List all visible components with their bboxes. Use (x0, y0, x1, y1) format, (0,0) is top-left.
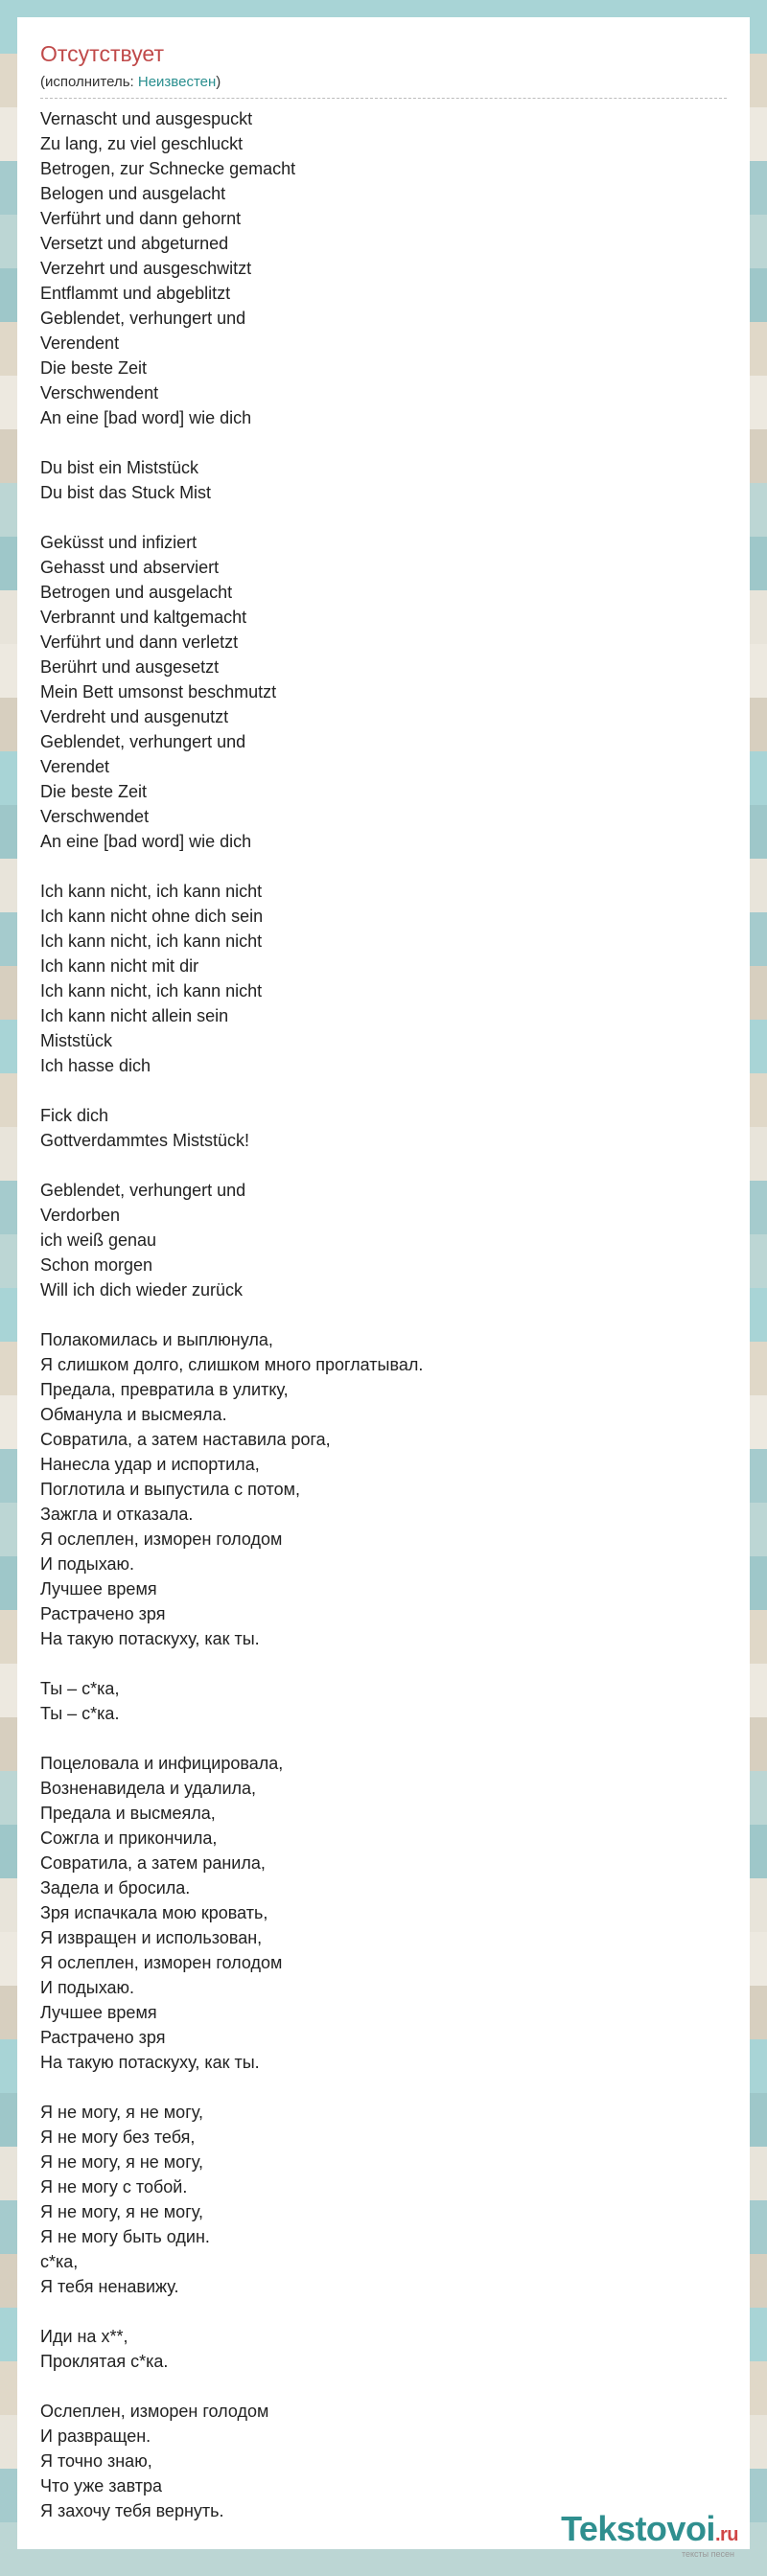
lyric-line: Возненавидела и удалила, (40, 1779, 257, 1798)
lyric-line: Betrogen, zur Schnecke gemacht (40, 159, 296, 178)
lyric-line: Что уже завтра (40, 2476, 163, 2496)
lyric-line: Сожгла и прикончила, (40, 1828, 218, 1848)
lyric-line: Geküsst und infiziert (40, 533, 198, 552)
lyric-line: Verführt und dann verletzt (40, 632, 239, 652)
lyric-line: Verführt und dann gehornt (40, 209, 242, 228)
lyric-line: Зря испачкала мою кровать, (40, 1903, 268, 1922)
lyric-line: Иди на х**, (40, 2327, 128, 2346)
logo-name: Tekstovoi (561, 2509, 715, 2548)
lyric-line: Я ослеплен, изморен голодом (40, 1953, 283, 1972)
lyric-line: Ich kann nicht, ich kann nicht (40, 882, 263, 901)
lyric-line: Ich hasse dich (40, 1056, 151, 1075)
lyric-line: На такую потаскуху, как ты. (40, 2053, 260, 2072)
lyric-line: Berührt und ausgesetzt (40, 657, 220, 677)
lyric-line: Betrogen und ausgelacht (40, 583, 233, 602)
lyric-line: Schon morgen (40, 1255, 153, 1275)
lyric-line: Geblendet, verhungert und (40, 309, 246, 328)
lyric-line: Fick dich (40, 1106, 109, 1125)
lyric-line: Предала и высмеяла, (40, 1804, 216, 1823)
lyric-line: Vernascht und ausgespuckt (40, 109, 253, 128)
stanza-break (40, 1153, 727, 1178)
stanza-break (40, 430, 727, 455)
artist-prefix: (исполнитель: (40, 74, 138, 90)
stanza-break (40, 854, 727, 879)
lyric-line: И развращен. (40, 2426, 151, 2446)
lyric-line: И подыхаю. (40, 1554, 135, 1574)
lyric-line: Я точно знаю, (40, 2451, 152, 2471)
stanza-break (40, 2374, 727, 2399)
lyric-line: Verzehrt und ausgeschwitzt (40, 259, 252, 278)
lyric-line: Я слишком долго, слишком много проглатывал. (40, 1355, 424, 1374)
lyric-line: Поглотила и выпустила с потом, (40, 1480, 300, 1499)
lyric-line: Verschwendet (40, 807, 150, 826)
lyric-line: Geblendet, verhungert und (40, 1181, 246, 1200)
lyric-line: Verbrannt und kaltgemacht (40, 608, 247, 627)
lyric-line: Entflammt und abgeblitzt (40, 284, 231, 303)
lyric-line: Ich kann nicht allein sein (40, 1006, 229, 1025)
lyric-line: Belogen und ausgelacht (40, 184, 226, 203)
lyric-line: Ich kann nicht, ich kann nicht (40, 981, 263, 1000)
lyric-line: Я не могу, я не могу, (40, 2103, 203, 2122)
lyric-line: Ты – с*ка. (40, 1704, 120, 1723)
lyric-line: Zu lang, zu viel geschluckt (40, 134, 244, 153)
lyric-line: Die beste Zeit (40, 358, 148, 378)
lyric-line: Я не могу, я не могу, (40, 2152, 203, 2172)
lyric-line: Verendet (40, 757, 110, 776)
lyric-line: Gottverdammtes Miststück! (40, 1131, 250, 1150)
song-title: Отсутствует (40, 41, 164, 66)
artist-line (40, 73, 727, 92)
lyric-line: Mein Bett umsonst beschmutzt (40, 682, 277, 702)
lyric-line: Я захочу тебя вернуть. (40, 2501, 224, 2520)
lyric-line: Лучшее время (40, 2003, 157, 2022)
lyric-line: An eine [bad word] wie dich (40, 408, 252, 427)
lyric-line: Я не могу, я не могу, (40, 2202, 203, 2221)
lyric-line: Растрачено зря (40, 2028, 166, 2047)
stanza-break (40, 505, 727, 530)
lyric-line: с*ка, (40, 2252, 79, 2271)
lyric-line: An eine [bad word] wie dich (40, 832, 252, 851)
site-logo[interactable] (561, 2509, 738, 2559)
lyrics-text (40, 106, 727, 2523)
lyric-line: Ich kann nicht, ich kann nicht (40, 932, 263, 951)
lyric-line: На такую потаскуху, как ты. (40, 1629, 260, 1648)
stanza-break (40, 2075, 727, 2100)
lyric-line: Совратила, а затем наставила рога, (40, 1430, 331, 1449)
lyric-line: Verdorben (40, 1206, 121, 1225)
lyric-line: Ich kann nicht mit dir (40, 956, 199, 976)
lyric-line: Verdreht und ausgenutzt (40, 707, 229, 726)
lyric-line: Ich kann nicht ohne dich sein (40, 907, 264, 926)
lyric-line: Du bist ein Miststück (40, 458, 199, 477)
lyrics-card (17, 17, 750, 2549)
stanza-break (40, 1302, 727, 1327)
lyric-line: И подыхаю. (40, 1978, 135, 1997)
lyric-line: Я тебя ненавижу. (40, 2277, 179, 2296)
lyric-line: Ты – с*ка, (40, 1679, 120, 1698)
lyric-line: Verendent (40, 334, 120, 353)
lyric-line: Предала, превратила в улитку, (40, 1380, 289, 1399)
artist-suffix: ) (216, 74, 221, 90)
lyric-line: Я не могу без тебя, (40, 2128, 196, 2147)
lyric-line: Я ослеплен, изморен голодом (40, 1530, 283, 1549)
lyric-line: Полакомилась и выплюнула, (40, 1330, 273, 1349)
lyric-line: Gehasst und abserviert (40, 558, 220, 577)
lyric-line: Нанесла удар и испортила, (40, 1455, 260, 1474)
lyric-line: Я извращен и использован, (40, 1928, 263, 1947)
stanza-break (40, 1651, 727, 1676)
artist-link[interactable]: Неизвестен (137, 74, 217, 90)
lyric-line: Ослеплен, изморен голодом (40, 2402, 269, 2421)
stanza-break (40, 1726, 727, 1751)
title-divider (40, 98, 727, 99)
lyric-line: Поцеловала и инфицировала, (40, 1754, 284, 1773)
lyric-line: Du bist das Stuck Mist (40, 483, 212, 502)
logo-slogan: тексты песен (681, 2549, 734, 2559)
lyric-line: Я не могу быть один. (40, 2227, 210, 2246)
lyric-line: Versetzt und abgeturned (40, 234, 229, 253)
lyric-line: Verschwendent (40, 383, 159, 402)
logo-tld: .ru (714, 2524, 738, 2545)
lyric-line: Die beste Zeit (40, 782, 148, 801)
lyric-line: Проклятая с*ка. (40, 2352, 169, 2371)
lyric-line: Я не могу с тобой. (40, 2177, 188, 2196)
lyric-line: Совратила, а затем ранила, (40, 1853, 266, 1873)
stanza-break (40, 2299, 727, 2324)
lyric-line: ich weiß genau (40, 1230, 157, 1250)
lyric-line: Will ich dich wieder zurück (40, 1280, 244, 1300)
lyric-line: Лучшее время (40, 1579, 157, 1598)
lyric-line: Miststück (40, 1031, 113, 1050)
lyric-line: Geblendet, verhungert und (40, 732, 246, 751)
lyric-line: Задела и бросила. (40, 1878, 191, 1898)
stanza-break (40, 1078, 727, 1103)
lyric-line: Обманула и высмеяла. (40, 1405, 227, 1424)
lyric-line: Растрачено зря (40, 1604, 166, 1623)
lyric-line: Зажгла и отказала. (40, 1505, 194, 1524)
